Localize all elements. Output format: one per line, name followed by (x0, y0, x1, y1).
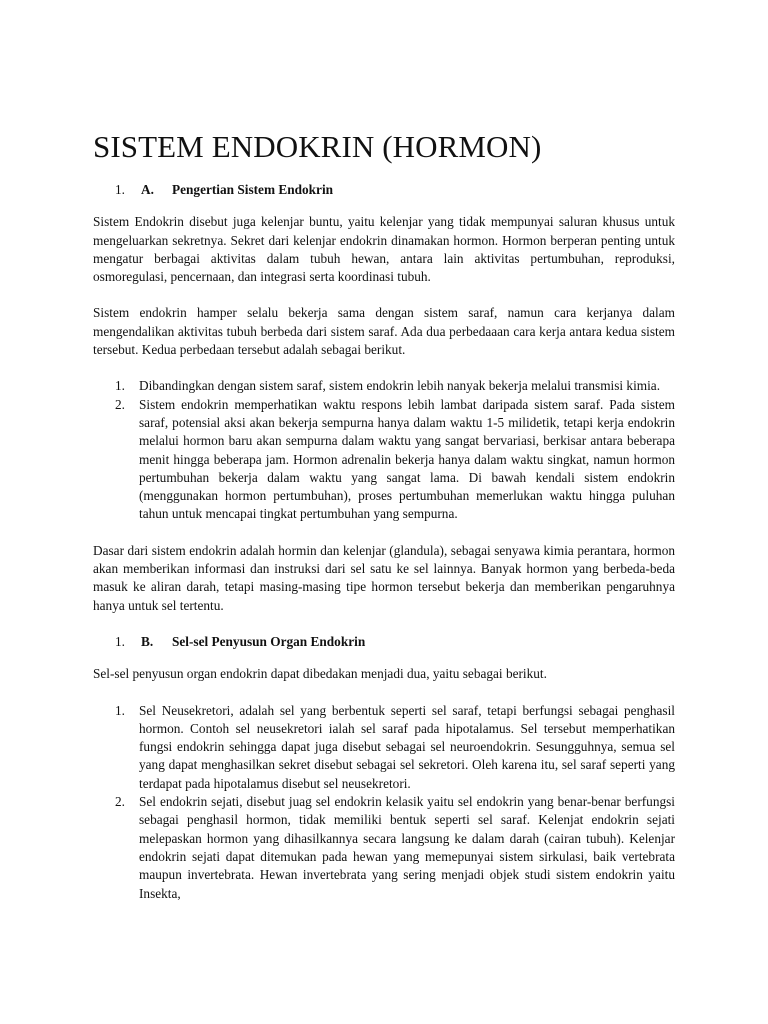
list-item-number: 1. (115, 378, 125, 394)
document-title: SISTEM ENDOKRIN (HORMON) (93, 129, 542, 164)
numbered-list (93, 377, 675, 523)
list-item-number: 2. (115, 396, 125, 412)
list-item-text: Dibandingkan dengan sistem saraf, sistem endokrin lebih nanyak bekerja melalui transmisi kimia. (139, 378, 661, 394)
paragraph: Dasar dari sistem endokrin adalah hormin dan kelenjar (glandula), sebagai senyawa kimia perantara, hormon akan memberikan informasi dan instruksi dari sel satu ke sel lainnya. Banyak hormon yang berbeda-beda masuk ke aliran darah, tetapi masing-masing tipe hormon tersebut bekerja dan memberikan pengaruhnya hanya untuk sel tertentu. (93, 542, 675, 613)
list-item-text: Sistem endokrin memperhatikan waktu respons lebih lambat daripada sistem saraf. Pada sistem saraf, potensial aksi akan bekerja sempurna hanya dalam waktu 1-5 milidetik, tetapi kerja endokrin melalui hormon baru akan sempurna dalam waktu yang sangat bervariasi, berkisar antara beberapa menit hingga beberapa jam. Hormon adrenalin bekerja hanya dalam waktu singkat, namun hormon pertumbuhan bekerja dalam waktu yang sangat lama. Di bawah kendali sistem endokrin (menggunakan hormon pertumbuhan), proses pertumbuhan memerlukan waktu hingga puluhan tahun untuk mencapai tingkat pertumbuhan yang sempurna. (139, 396, 675, 522)
section-letter: B. (141, 633, 154, 649)
numbered-list (93, 702, 675, 903)
section-letter: A. (141, 182, 154, 197)
list-item-number: 2. (115, 794, 125, 810)
paragraph: Sistem endokrin hamper selalu bekerja sama dengan sistem saraf, namun cara kerjanya dalam mengendalikan aktivitas tubuh berbeda dari sistem saraf. Ada dua perbedaaan cara kerja antara kedua sistem tersebut. Kedua perbedaan tersebut adalah sebagai berikut. (93, 305, 675, 358)
section-number: 1. (115, 633, 125, 649)
section-title: Sel-sel Penyusun Organ Endokrin (172, 633, 366, 649)
list-item (93, 377, 675, 395)
list-item-number: 1. (115, 702, 125, 718)
section-heading-a (93, 181, 675, 199)
section-number: 1. (115, 182, 125, 197)
section-heading-b (93, 633, 675, 651)
section-title: Pengertian Sistem Endokrin (172, 182, 334, 197)
document-page (93, 128, 675, 921)
list-item-text: Sel Neusekretori, adalah sel yang berbentuk seperti sel saraf, tetapi berfungsi sebagai penghasil hormon. Contoh sel neusekretori ialah sel saraf pada hipotalamus. Sel tersebut memperhatikan fungsi endokrin sehingga dapat juga disebut sebagai sel neuroendokrin. Sesungguhnya, semua sel yang dapat menghasilkan sekret disebut sebagai sel sekretori. Oleh karena itu, sel saraf seperti yang terdapat pada hipotalamus disebut sel neusekretori. (139, 702, 675, 791)
list-item (93, 702, 675, 793)
list-item-text: Sel endokrin sejati, disebut juag sel endokrin kelasik yaitu sel endokrin yang benar-benar berfungsi sebagai penghasil hormon, tidak memiliki bentuk seperti sel saraf. Kelenjat endokrin sejati melepaskan hormon yang dihasilkannya secara langsung ke dalam darah (cairan tubuh). Kelenjar endokrin sejati dapat ditemukan pada hewan yang memepunyai sistem sirkulasi, baik vertebrata maupun invertebrata. Hewan invertebrata yang sering menjadi objek studi sistem endokrin yaitu Insekta, (139, 794, 675, 901)
paragraph: Sel-sel penyusun organ endokrin dapat dibedakan menjadi dua, yaitu sebagai berikut. (93, 666, 547, 682)
paragraph: Sistem Endokrin disebut juga kelenjar buntu, yaitu kelenjar yang tidak mempunyai saluran khusus untuk mengeluarkan sekretnya. Sekret dari kelenjar endokrin dinamakan hormon. Hormon berperan penting untuk mengatur berbagai aktivitas dalam tubuh hewan, antara lain aktivitas pertumbuhan, reproduksi, osmoregulasi, pencernaan, dan integrasi serta koordinasi tubuh. (93, 214, 675, 285)
list-item (93, 396, 675, 524)
list-item (93, 793, 675, 903)
